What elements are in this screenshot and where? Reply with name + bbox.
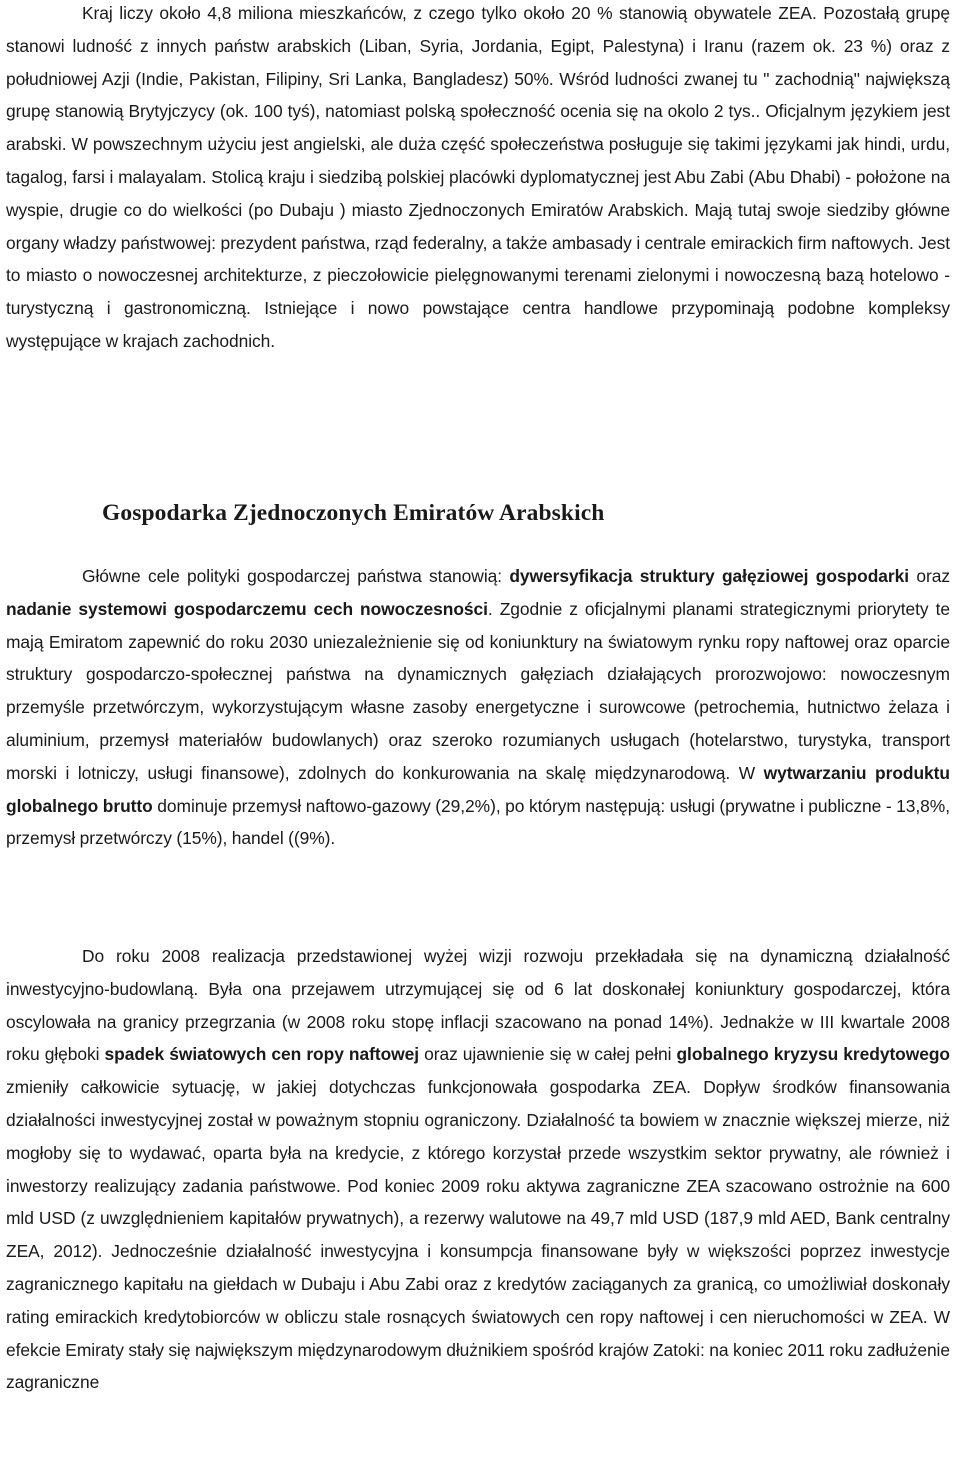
paragraph-population: Kraj liczy około 4,8 miliona mieszkańców, z czego tylko około 20 % stanowią obywatele ZEA. Pozostałą grupę stanowi ludność z innych państw arabskich (Liban, Syria, Jordania, Egipt, Palestyna) i Iranu (razem ok. 23 %) oraz z południowej Azji (Indie, Pakistan, Filipiny, Sri Lanka, Bangladesz) 50%. Wśród ludności zwanej tu " zachodnią" największą grupę stanowią Brytyjczycy (ok. 100 tyś), natomiast polską społeczność ocenia się na okolo 2 tys.. Oficjalnym językiem jest arabski. W powszechnym użyciu jest angielski, ale duża część społeczeństwa posługuje się takimi językami jak hindi, urdu, tagalog, farsi i malayalam. Stolicą kraju i siedzibą polskiej placówki dyplomatycznej jest Abu Zabi (Abu Dhabi) - położone na wyspie, drugie co do wielkości (po Dubaju ) miasto Zjednoczonych Emiratów Arabskich. Mają tutaj swoje siedziby główne organy władzy państwowej: prezydent państwa, rząd federalny, a także ambasady i centrale emirackich firm naftowych. Jest to miasto o nowoczesnej architekturze, z pieczołowicie pielęgnowanymi terenami zielonymi i nowoczesną bazą hotelowo - turystyczną i gastronomiczną. Istniejące i nowo powstające centra handlowe przypominają podobne kompleksy występujące w krajach zachodnich. bbox=[6, 3, 950, 351]
text-run: oraz ujawnienie się w całej pełni bbox=[419, 1044, 677, 1065]
bold-phrase: globalnego kryzysu kredytowego bbox=[676, 1044, 950, 1065]
bold-phrase: wytwarzaniu produktu globalnego brutto bbox=[6, 762, 950, 816]
text-run: . Zgodnie z oficjalnymi planami strategicznymi priorytety te mają Emiratom zapewnić do roku 2030 uniezależnienie się od koniunktury na światowym rynku ropy naftowej oraz oparcie struktury gospodarczo-społecznej państwa na dynamicznych gałęziach działających prorozwojowo: nowoczesnym przemyśle przetwórczym, wykorzystującym własne zasoby energetyczne i surowcowe (petrochemia, hutnictwo żelaza i aluminium, przemysł materiałów budowlanych) oraz szeroko rozumianych usługach (hotelarstwo, turystyka, transport morski i lotniczy, usługi finansowe), zdolnych do konkurowania na skalę międzynarodową. W bbox=[6, 598, 950, 783]
text-run: dominuje przemysł naftowo-gazowy (29,2%), po którym następują: usługi (prywatne i publiczne - 13,8%, przemysł przetwórczy (15%), handel ((9%). bbox=[6, 795, 950, 849]
text-run: zmieniły całkowicie sytuację, w jakiej dotychczas funkcjonowała gospodarka ZEA. Dopływ środków finansowania działalności inwestycyjnej został w poważnym stopniu ograniczony. Działalność ta bowiem w znacznie większej mierze, niż mogłoby się to wydawać, oparta była na kredycie, z którego korzystał przede wszystkim sektor prywatny, ale również i inwestorzy realizujący zadania państwowe. Pod koniec 2009 roku aktywa zagraniczne ZEA szacowano ostrożnie na 600 mld USD (z uwzględnieniem kapitałów prywatnych), a rezerwy walutowe na 49,7 mld USD (187,9 mld AED, Bank centralny ZEA, 2012). Jednocześnie działalność inwestycyjna i konsumpcja finansowane były w większości poprzez inwestycje zagranicznego kapitału na giełdach w Dubaju i Abu Zabi oraz z kredytów zaciąganych za granicą, co umożliwiał doskonały rating emirackich kredytobiorców w obliczu stale rosnących światowych cen ropy naftowej i cen nieruchomości w ZEA. W efekcie Emiraty stały się największym międzynarodowym dłużnikiem spośród krajów Zatoki: na koniec 2011 roku zadłużenie zagraniczne bbox=[6, 1077, 950, 1393]
text-run: oraz bbox=[909, 566, 950, 586]
bold-phrase: dywersyfikacja struktury gałęziowej gospodarki bbox=[509, 566, 910, 586]
text-run: Główne cele polityki gospodarczej państwa stanowią: bbox=[82, 566, 510, 586]
bold-phrase: nadanie systemowi gospodarczemu cech nowoczesności bbox=[6, 598, 488, 619]
paragraph-crisis bbox=[6, 940, 950, 1399]
bold-phrase: spadek światowych cen ropy naftowej bbox=[104, 1044, 420, 1065]
section-heading-economy: Gospodarka Zjednoczonych Emiratów Arabskich bbox=[102, 500, 605, 526]
text-run: Do roku 2008 realizacja przedstawionej wyżej wizji rozwoju przekładała się na dynamiczną działalność inwestycyjno-budowlaną. Była ona przejawem utrzymującej się od 6 lat doskonałej koniunktury gospodarczej, która oscylowała na granicy przegrzania (w 2008 roku stopę inflacji szacowano na ponad 14%). Jednakże w III kwartale 2008 roku głęboki bbox=[6, 946, 950, 1065]
paragraph-economic-policy bbox=[6, 560, 950, 855]
